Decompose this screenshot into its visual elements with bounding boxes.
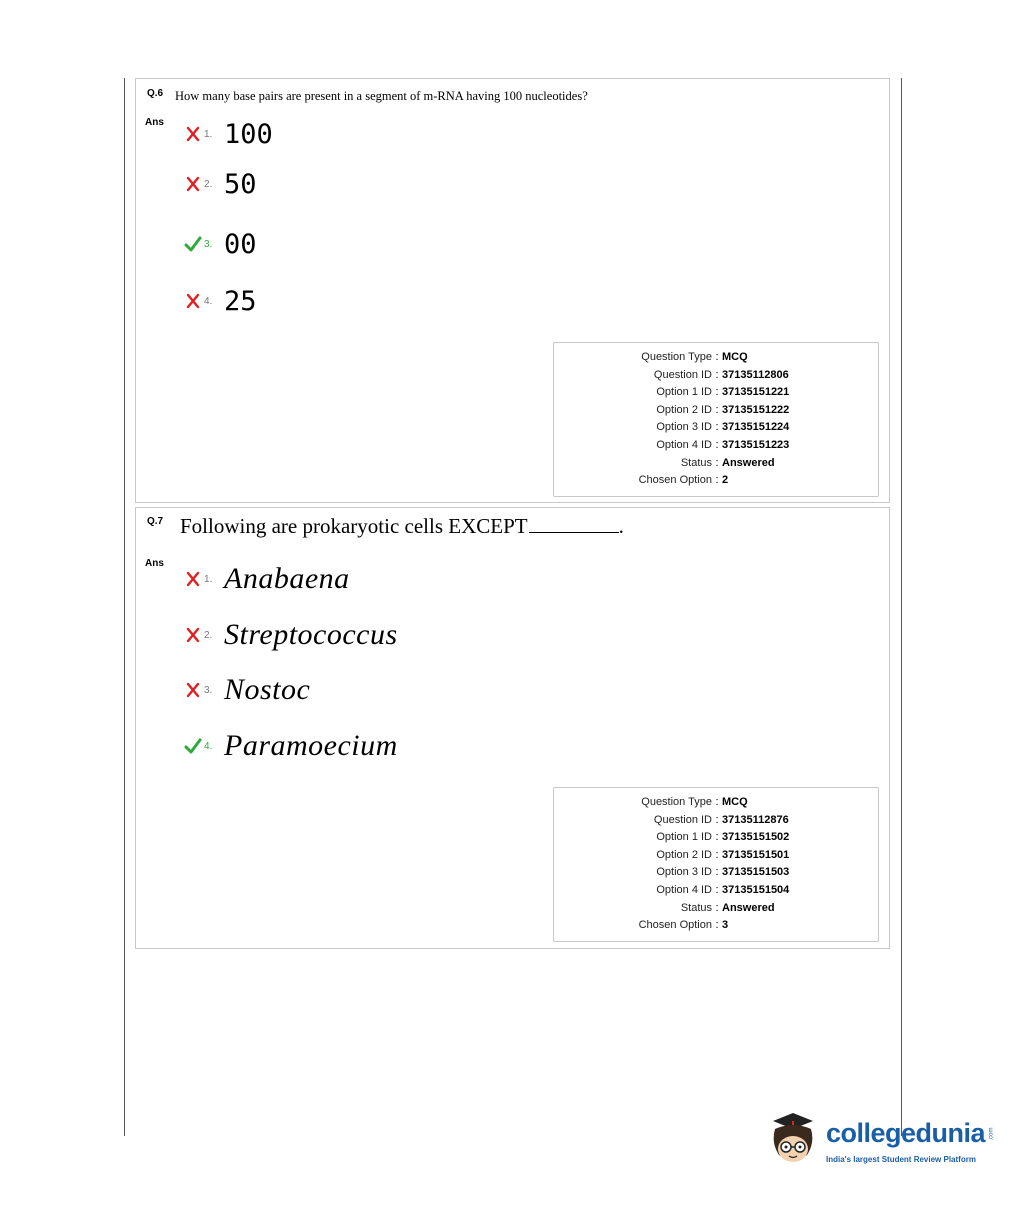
cross-icon xyxy=(184,125,202,143)
option-number: 3. xyxy=(204,684,213,696)
info-value: 37135151224 xyxy=(722,421,790,433)
option-text: 100 xyxy=(224,118,273,150)
option-3 xyxy=(184,229,257,259)
option-number: 4. xyxy=(204,295,213,307)
collegedunia-logo[interactable] xyxy=(765,1103,995,1173)
option-number: 1. xyxy=(204,573,213,585)
cross-icon xyxy=(184,626,202,644)
info-value: 37135112876 xyxy=(722,814,789,826)
option-1 xyxy=(184,564,350,594)
answer-label: Ans xyxy=(145,117,164,128)
option-number: 4. xyxy=(204,740,213,752)
cross-icon xyxy=(184,570,202,588)
info-row: Option 1 ID : 37135151502 xyxy=(554,831,880,848)
info-key: Option 2 ID xyxy=(656,849,712,861)
info-value: 37135112806 xyxy=(722,369,789,381)
info-row: Question ID : 37135112806 xyxy=(554,369,880,386)
option-text: 50 xyxy=(224,168,257,200)
question-info-panel xyxy=(553,787,879,942)
option-text: Paramoecium xyxy=(224,729,398,762)
info-key: Option 3 ID xyxy=(656,421,712,433)
info-key: Chosen Option xyxy=(638,919,712,931)
info-value: MCQ xyxy=(722,351,748,363)
info-row: Chosen Option : 3 xyxy=(554,919,880,936)
option-text: Anabaena xyxy=(224,562,350,595)
option-1 xyxy=(184,119,273,149)
info-value: 37135151501 xyxy=(722,849,790,861)
info-key: Question Type xyxy=(641,351,712,363)
info-value: 37135151221 xyxy=(722,386,790,398)
info-row: Option 4 ID : 37135151504 xyxy=(554,884,880,901)
info-row: Option 3 ID : 37135151503 xyxy=(554,866,880,883)
answer-label: Ans xyxy=(145,558,164,569)
info-value: 37135151502 xyxy=(722,831,790,843)
question-number: Q.6 xyxy=(147,88,164,99)
option-number: 1. xyxy=(204,128,213,140)
info-row: Question ID : 37135112876 xyxy=(554,814,880,831)
page-border-right xyxy=(901,78,902,1136)
cross-icon xyxy=(184,175,202,193)
info-value: 37135151223 xyxy=(722,439,790,451)
info-key: Question ID xyxy=(653,814,712,826)
info-key: Status xyxy=(680,902,712,914)
info-value: MCQ xyxy=(722,796,748,808)
info-key: Option 2 ID xyxy=(656,404,712,416)
info-key: Question ID xyxy=(653,369,712,381)
info-key: Option 4 ID xyxy=(656,884,712,896)
question-text-wrap xyxy=(180,514,624,539)
info-value: 37135151503 xyxy=(722,866,790,878)
info-key: Status xyxy=(680,457,712,469)
info-row: Option 2 ID : 37135151222 xyxy=(554,404,880,421)
mascot-icon xyxy=(765,1103,825,1173)
logo-wordmark: collegedunia xyxy=(826,1118,986,1148)
question-text-suffix: . xyxy=(618,514,624,538)
info-key: Option 4 ID xyxy=(656,439,712,451)
cross-icon xyxy=(184,292,202,310)
info-value: 37135151222 xyxy=(722,404,790,416)
info-value: 3 xyxy=(722,919,729,931)
option-number: 2. xyxy=(204,178,213,190)
info-key: Option 1 ID xyxy=(656,386,712,398)
info-key: Question Type xyxy=(641,796,712,808)
logo-domain: .com xyxy=(988,1127,995,1141)
option-4 xyxy=(184,731,398,761)
info-row: Option 3 ID : 37135151224 xyxy=(554,421,880,438)
info-row: Option 1 ID : 37135151221 xyxy=(554,386,880,403)
info-value: Answered xyxy=(722,457,775,469)
cross-icon xyxy=(184,681,202,699)
question-block-q7 xyxy=(135,507,890,949)
option-2 xyxy=(184,620,398,650)
logo-tagline: India's largest Student Review Platform xyxy=(826,1155,976,1164)
option-4 xyxy=(184,286,257,316)
checkmark-icon xyxy=(184,737,202,755)
info-row: Status : Answered xyxy=(554,902,880,919)
info-value: 37135151504 xyxy=(722,884,790,896)
info-key: Chosen Option xyxy=(638,474,712,486)
info-row: Question Type : MCQ xyxy=(554,796,880,813)
option-number: 3. xyxy=(204,238,213,250)
info-row: Option 2 ID : 37135151501 xyxy=(554,849,880,866)
question-number: Q.7 xyxy=(147,516,164,527)
checkmark-icon xyxy=(184,235,202,253)
info-value: Answered xyxy=(722,902,775,914)
page-border-left xyxy=(124,78,125,1136)
info-key: Option 1 ID xyxy=(656,831,712,843)
option-text: 25 xyxy=(224,285,257,317)
info-row: Question Type : MCQ xyxy=(554,351,880,368)
info-key: Option 3 ID xyxy=(656,866,712,878)
option-2 xyxy=(184,169,257,199)
option-3 xyxy=(184,675,310,705)
info-value: 2 xyxy=(722,474,729,486)
question-text: Following are prokaryotic cells EXCEPT xyxy=(180,514,528,538)
option-text: Streptococcus xyxy=(224,618,398,651)
question-text: How many base pairs are present in a segment of m-RNA having 100 nucleotides? xyxy=(175,89,588,103)
option-text: 00 xyxy=(224,228,257,260)
question-block-q6 xyxy=(135,78,890,503)
info-row: Chosen Option : 2 xyxy=(554,474,880,491)
answer-blank xyxy=(529,519,619,533)
option-number: 2. xyxy=(204,629,213,641)
info-row: Option 4 ID : 37135151223 xyxy=(554,439,880,456)
info-row: Status : Answered xyxy=(554,457,880,474)
question-info-panel xyxy=(553,342,879,497)
option-text: Nostoc xyxy=(224,673,311,706)
